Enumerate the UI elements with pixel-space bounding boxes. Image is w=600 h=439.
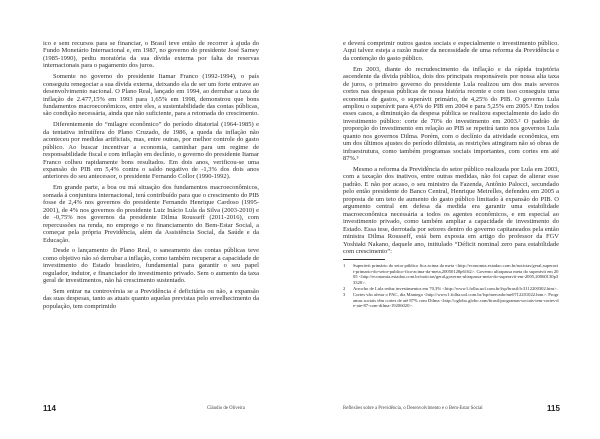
paragraph: Desde o lançamento do Plano Real, o saneamento das contas públicas teve como objetivo não só derrubar a inflação, como também recuperar a capacidade de investimento do Estado brasileiro, fundamental para garantir o seu papel regulador, indutor, e financiador do investimento privado. Sem o aumento da taxa geral de investimentos, não há crescimento sustentado. (43, 247, 259, 285)
footnote (343, 286, 559, 291)
footnote-number: 2 (343, 285, 346, 291)
right-body-text (343, 40, 559, 309)
paragraph: e deverá comprimir outros gastos sociais e especialmente o investimento público. Aqui talvez esteja a razão maior da necessidade de uma reforma da Previdência e da contenção do gasto público. (343, 40, 559, 62)
page-number: 114 (43, 404, 56, 413)
paragraph: Sem entrar na controvérsia se a Previdência é deficitária ou não, a expansão das suas despesas, tanto as atuais quanto aquelas previstas pelo envelhecimento da população, tem comprimido (43, 288, 259, 310)
running-head: Reflexões sobre a Previdência, o Desenvolvimento e o Bem-Estar Social (343, 406, 483, 411)
paragraph: Diferentemente do “milagre econômico” do período ditatorial (1964-1985) e da tentativa infrutífera do Plano Cruzado, de 1986, a queda da inflação não aconteceu por medidas artificiais, mas, entre outras, por melhor controle do gasto público. Ao buscar incentivar a economia, caminhar para um regime de responsabilidade fiscal e com inflação em declínio, o governo do presidente Itamar Franco colheu rapidamente bons resultados. Em dois anos, verificou-se uma expansão do PIB em 5,4% contra o saldo negativo de -1,3% dos dois anos anteriores do seu antecessor, o presidente Fernando Collor (1990-1992). (43, 121, 259, 181)
running-head: Cláudio de Oliveira (207, 406, 245, 411)
footnote-number: 1 (343, 263, 346, 269)
footnote-text: Superávit primário do setor público fica acima da meta <http://economia.estadao.com.br/noticias/geral,superavit-primario-do-setor-publico-fica-acima-da-meta,20050128p6162>. Governo ultrapassa meta do superávit em 2005 <http://economia.estadao.com.br/noticias/geral,governo-ultrapassa-meta-do-superavit-em-2005,20060130p33320>. (353, 263, 559, 285)
footnote (343, 263, 559, 285)
paragraph: Somente no governo do presidente Itamar Franco (1992-1994), o país conseguiu renegociar a sua dívida externa, deixando ela de ser um forte entrave ao desenvolvimento nacional. O Plano Real, lançado em 1994, ao derrubar a taxa de inflação de 2.477,15% em 1993 para 1,65% em 1998, demonstrou que bons fundamentos macroeconômicos, entre eles, a sustentabilidade das contas públicas, são condição necessária, ainda que não suficiente, para a retomada do crescimento. (43, 73, 259, 118)
footnote-text: Cortes vão afetar o PAC, diz Mantega <http://www1.folha.uol.com.br/fsp/mercado/me0712201022.htm>. Programas sociais têm cortes de até 87% com Dilma <http://oglobo.globo.com/brasil/programas-sociais-tem-cortes-de-ate-87-com-dilma-19206020>. (353, 292, 559, 308)
paragraph: Em grande parte, a boa ou má situação dos fundamentos macroeconômicos, somada à conjuntura internacional, terá contribuído para que o crescimento do PIB fosse de 2,4% nos governos do presidente Fernando Henrique Cardoso (1995-2001), de 4% nos governos do presidente Luiz Inácio Lula da Silva (2003-2010) e de -0,75% nos governos da presidente Dilma Rousseff (2011-2016), com repercussões na renda, no emprego e no financiamento do Bem-Estar Social, a começar pela própria Previdência, além da Assistência Social, da Saúde e da Educação. (43, 184, 259, 244)
paragraph: Mesmo a reforma da Previdência do setor público realizada por Lula em 2003, com a taxação dos inativos, entre outras medidas, não foi capaz de alterar esse padrão. E não por acaso, o seu ministro da Fazenda, Antônio Palocci, secundado pelo então presidente do Banco Central, Henrique Meirelles, defendeu em 2005 a proposta de um teto de aumento do gasto público limitado à expansão do PIB. O argumento central em defesa da medida era garantir uma estabilidade macroeconômica necessária a todos os agentes econômicos, e em especial ao investimento privado, como também ampliar a capacidade de investimento do Estado. Essa tese, derrotada por setores dentro do governo capitaneados pela então ministra Dilma Rousseff, está bem exposta em artigo do professor da FGV Yoshiaki Nakano, daquele ano, intitulado “Déficit nominal zero para estabilidade com crescimento”: (343, 166, 559, 256)
footnote-number: 3 (343, 292, 346, 298)
paragraph: Em 2003, diante do recrudescimento da inflação e da rápida trajetória ascendente da dívida pública, dois dos principais responsáveis por nossa alta taxa de juros, o primeiro governo do presidente Lula realizou um dos mais severos cortes nas despesas públicas de nossa história recente e com isso conseguiu uma economia de gastos, o superávit primário, de 4,25% do PIB. O governo Lula ampliou o superávit para 4,6% do PIB em 2004 e para 5,25% em 2005.¹ Em todos esses casos, a diminuição da despesa pública se realizou especialmente do lado do investimento público: corte de 70% do investimento em 2003.² O padrão de proporção do investimento em relação ao PIB se repetirá tanto nos governos Lula quanto nos governos Dilma. Porém, com o declínio da atividade econômica, em um dos últimos ajustes do período dilmista, as restrições atingiram não só obras de infraestrutura, como também programas sociais importantes, com cortes em até 87%.³ (343, 65, 559, 163)
footnote-divider (343, 259, 385, 260)
footnote (343, 292, 559, 308)
right-page (300, 0, 600, 439)
paragraph: ico e sem recursos para se financiar, o Brasil teve então de recorrer à ajuda do Fundo Monetário Internacional e, em 1987, no governo do presidente José Sarney (1985-1990), pediu moratória da sua dívida externa por falta de reservas internacionais para o pagamento dos juros. (43, 40, 259, 70)
footnote-text: Arrocho de Lula reduz investimentos em 70,3% <http://www1.folha.uol.com.br/fsp/brasil/fc3112200302.htm>. (353, 285, 558, 291)
left-body-text (43, 40, 259, 314)
page-number: 115 (547, 404, 560, 413)
